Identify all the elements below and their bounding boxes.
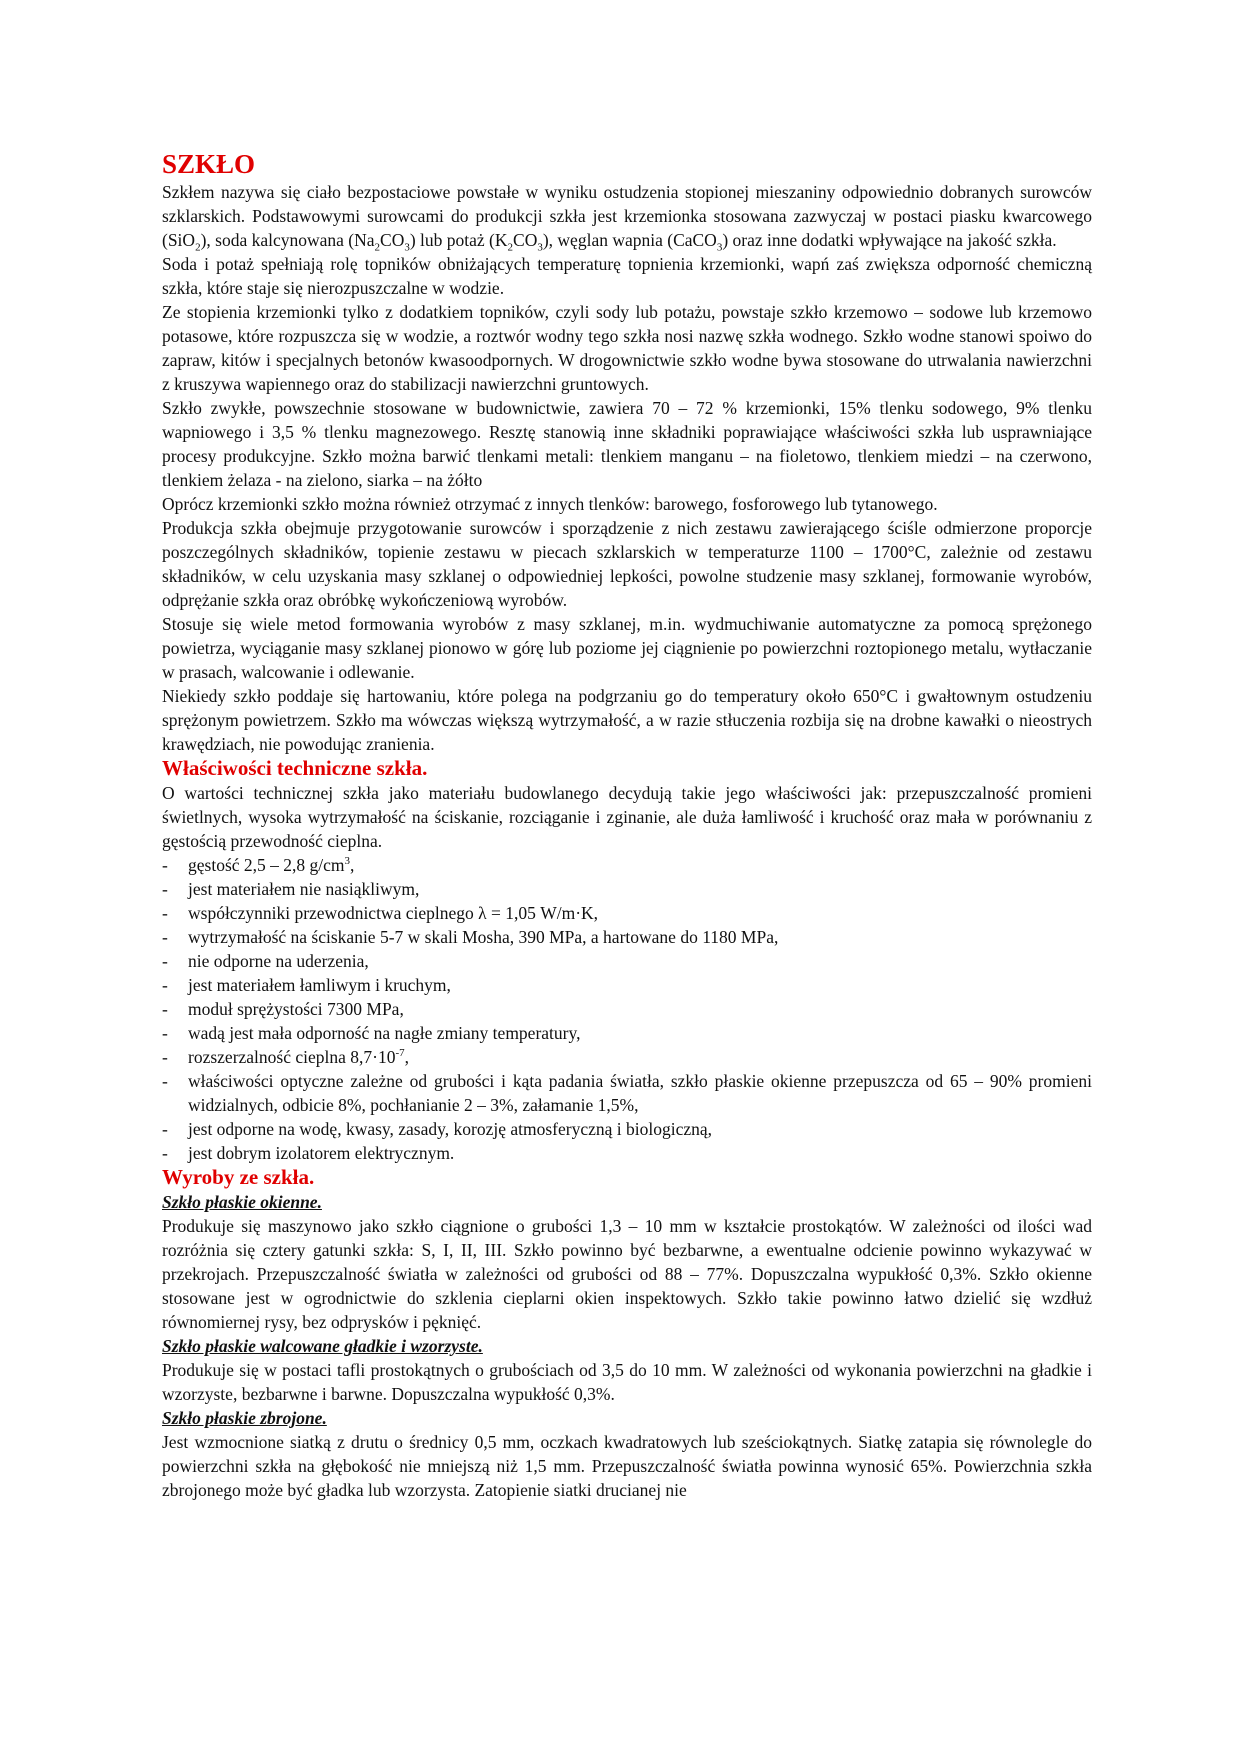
subscript: 2 [507, 241, 514, 254]
document-page [162, 148, 1092, 1502]
list-item [162, 853, 1092, 877]
text: , [350, 855, 355, 875]
list-dash: - [162, 1143, 168, 1163]
text: wytrzymałość na ściskanie 5-7 w skali Mosha, 390 MPa, a hartowane do 1180 MPa, [188, 927, 779, 947]
list-dash: - [162, 1119, 168, 1139]
properties-intro: O wartości technicznej szkła jako materiału budowlanego decydują takie jego właściwości jak: przepuszczalność promieni świetlnych, wysoka wytrzymałość na ściskanie, rozciąganie i zginanie, ale duża łamliwość i kruchość oraz mała w porównaniu z gęstością przewodność cieplna. [162, 783, 1092, 851]
subscript: 3 [537, 241, 543, 254]
text: ), soda kalcynowana (Na [200, 230, 375, 250]
intro-paragraph-2: Soda i potaż spełniają rolę topników obniżających temperaturę topnienia krzemionki, wapń zaś zwiększa odporność chemiczną szkła, które staje się nierozpuszczalne w wodzie. [162, 254, 1092, 298]
subheading-rolled-glass: Szkło płaskie walcowane gładkie i wzorzyste. [162, 1336, 483, 1356]
list-dash: - [162, 903, 168, 923]
subheading-window-glass: Szkło płaskie okienne. [162, 1192, 322, 1212]
text: ) lub potaż (K [409, 230, 508, 250]
text: właściwości optyczne zależne od grubości i kąta padania światła, szkło płaskie okienne przepuszcza od 65 – 90% promieni widzialnych, odbicie 8%, pochłanianie 2 – 3%, załamanie 1,5%, [188, 1071, 1092, 1115]
text: CO [513, 230, 538, 250]
subheading-wired-glass: Szkło płaskie zbrojone. [162, 1408, 327, 1428]
subscript: 2 [195, 241, 201, 254]
intro-paragraph-4: Szkło zwykłe, powszechnie stosowane w budownictwie, zawiera 70 – 72 % krzemionki, 15% tlenku sodowego, 9% tlenku wapniowego i 3,5 % tlenku magnezowego. Resztę stanowią inne składniki poprawiające właściwości szkła lub usprawniające procesy produkcyjne. Szkło można barwić tlenkami metali: tlenkiem manganu – na fioletowo, tlenkiem miedzi – na czerwono, tlenkiem żelaza - na zielono, siarka – na żółto [162, 398, 1092, 490]
text: jest dobrym izolatorem elektrycznym. [188, 1143, 455, 1163]
subscript: 3 [404, 241, 410, 254]
text: Szkłem nazywa się ciało bezpostaciowe powstałe w wyniku ostudzenia stopionej mieszaniny odpowiednio dobranych surowców szklarskich. Podstawowymi surowcami do produkcji szkła jest krzemionka stosowana zazwyczaj w postaci piasku kwarcowego (SiO [162, 182, 1092, 250]
list-item [162, 1141, 1092, 1165]
section-heading-products: Wyroby ze szkła. [162, 1165, 315, 1189]
text: współczynniki przewodnictwa cieplnego λ = 1,05 W/m·K, [188, 903, 599, 923]
list-item [162, 925, 1092, 949]
text: CO [380, 230, 405, 250]
intro-paragraph-3: Ze stopienia krzemionki tylko z dodatkiem topników, czyli sody lub potażu, powstaje szkło krzemowo – sodowe lub krzemowo potasowe, które rozpuszcza się w wodzie, a roztwór wodny tego szkła nosi nazwę szkła wodnego. Szkło wodne stanowi spoiwo do zapraw, kitów i specjalnych betonów kwasoodpornych. W drogownictwie szkło wodne bywa stosowane do utrwalania nawierzchni z kruszywa wapiennego oraz do stabilizacji nawierzchni gruntowych. [162, 302, 1092, 394]
document-title: SZKŁO [162, 149, 256, 179]
list-dash: - [162, 855, 168, 875]
text: ), węglan wapnia (CaCO [542, 230, 717, 250]
superscript: -7 [395, 1047, 405, 1060]
list-item [162, 1117, 1092, 1141]
list-dash: - [162, 1047, 168, 1067]
text: gęstość 2,5 – 2,8 g/cm [188, 855, 345, 875]
list-dash: - [162, 927, 168, 947]
list-item [162, 997, 1092, 1021]
window-glass-paragraph: Produkuje się maszynowo jako szkło ciągnione o grubości 1,3 – 10 mm w kształcie prostokątów. W zależności od ilości wad rozróżnia się cztery gatunki szkła: S, I, II, III. Szkło powinno być bezbarwne, a ewentualne odcienie powinno wykazywać w przekrojach. Przepuszczalność światła w zależności od grubości od 88 – 77%. Dopuszczalna wypukłość 0,3%. Szkło okienne stosowane jest w ogrodnictwie do szklenia cieplarni okien inspektowych. Szkło takie powinno łatwo dzielić się wzdłuż równomiernej rysy, bez odprysków i pęknięć. [162, 1216, 1092, 1332]
text: wadą jest mała odporność na nagłe zmiany temperatury, [188, 1023, 581, 1043]
text: nie odporne na uderzenia, [188, 951, 369, 971]
subscript: 2 [374, 241, 381, 254]
list-dash: - [162, 879, 168, 899]
text: ) oraz inne dodatki wpływające na jakość szkła. [722, 230, 1057, 250]
list-item [162, 1021, 1092, 1045]
intro-paragraph-8: Niekiedy szkło poddaje się hartowaniu, które polega na podgrzaniu go do temperatury około 650°C i gwałtownym ostudzeniu sprężonym powietrzem. Szkło ma wówczas większą wytrzymałość, a w razie stłuczenia rozbija się na drobne kawałki o nieostrych krawędziach, nie powodując zranienia. [162, 686, 1092, 754]
list-item [162, 1069, 1092, 1117]
text: jest materiałem nie nasiąkliwym, [188, 879, 420, 899]
rolled-glass-paragraph: Produkuje się w postaci tafli prostokątnych o grubościach od 3,5 do 10 mm. W zależności od wykonania powierzchni na gładkie i wzorzyste, bezbarwne i barwne. Dopuszczalna wypukłość 0,3%. [162, 1360, 1092, 1404]
list-item [162, 1045, 1092, 1069]
superscript: 3 [344, 855, 351, 868]
text: moduł sprężystości 7300 MPa, [188, 999, 404, 1019]
section-heading-properties: Właściwości techniczne szkła. [162, 756, 428, 780]
list-dash: - [162, 999, 168, 1019]
intro-paragraph-6: Produkcja szkła obejmuje przygotowanie surowców i sporządzenie z nich zestawu zawierającego ściśle odmierzone proporcje poszczególnych składników, topienie zestawu w piecach szklarskich w temperaturze 1100 – 1700°C, zależnie od zestawu składników, w celu uzyskania masy szklanej o odpowiedniej lepkości, powolne studzenie masy szklanej, formowanie wyrobów, odprężanie szkła oraz obróbkę wykończeniową wyrobów. [162, 518, 1092, 610]
text: , [404, 1047, 410, 1067]
wired-glass-paragraph: Jest wzmocnione siatką z drutu o średnicy 0,5 mm, oczkach kwadratowych lub sześciokątnych. Siatkę zatapia się równolegle do powierzchni szkła na głębokość nie mniejszą niż 1,5 mm. Przepuszczalność światła powinna wynosić 65%. Powierzchnia szkła zbrojonego może być gładka lub wzorzysta. Zatopienie siatki drucianej nie [162, 1432, 1092, 1500]
subscript: 3 [716, 241, 723, 254]
list-item [162, 877, 1092, 901]
intro-paragraph-5: Oprócz krzemionki szkło można również otrzymać z innych tlenków: barowego, fosforowego lub tytanowego. [162, 494, 938, 514]
list-item [162, 949, 1092, 973]
list-dash: - [162, 951, 168, 971]
list-item [162, 973, 1092, 997]
text: jest odporne na wodę, kwasy, zasady, korozję atmosferyczną i biologiczną, [188, 1119, 713, 1139]
intro-paragraph-7: Stosuje się wiele metod formowania wyrobów z masy szklanej, m.in. wydmuchiwanie automatyczne za pomocą sprężonego powietrza, wyciąganie masy szklanej pionowo w górę lub poziome jej ciągnienie po powierzchni roztopionego metalu, wytłaczanie w prasach, walcowanie i odlewanie. [162, 614, 1092, 682]
list-dash: - [162, 975, 168, 995]
intro-paragraph-1 [162, 180, 1092, 252]
list-dash: - [162, 1071, 168, 1091]
list-dash: - [162, 1023, 168, 1043]
text: jest materiałem łamliwym i kruchym, [188, 975, 451, 995]
text: rozszerzalność cieplna 8,7·10 [188, 1047, 396, 1067]
properties-list [162, 853, 1092, 1165]
list-item [162, 901, 1092, 925]
